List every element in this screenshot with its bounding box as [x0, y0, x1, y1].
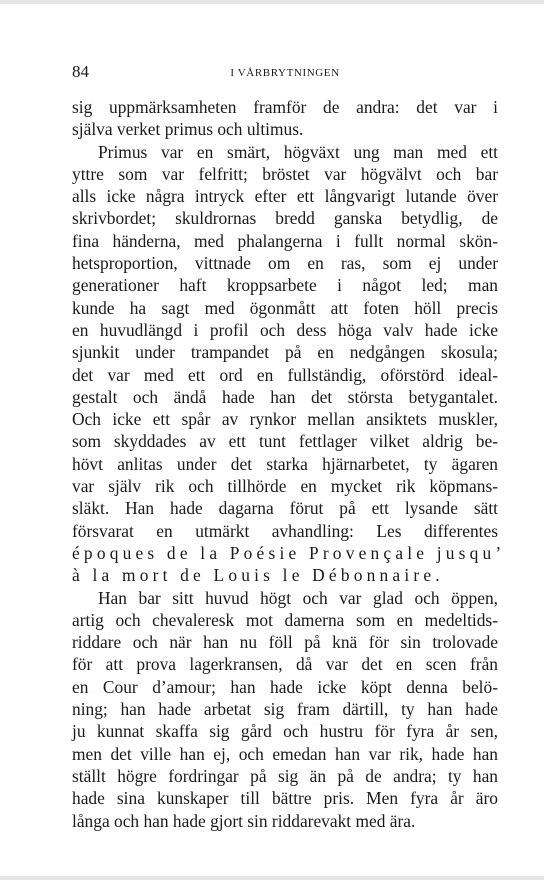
body-text — [72, 96, 506, 832]
text-line: försvarat en utmärkt avhandling: Les differentes — [72, 520, 498, 541]
page-number: 84 — [72, 62, 89, 81]
text-line: Primus var en smärt, högväxt ung man med ett — [98, 141, 498, 162]
text-line: à la mort de Louis le Débonnaire. — [72, 565, 444, 586]
text-line: ställt högre fordringar på sig än på de andra; ty han — [72, 765, 498, 786]
text-line: långa och han hade gjort sin riddarevakt med ära. — [72, 810, 416, 831]
text-line: hade sina kunskaper till bättre pris. Men fyra år äro — [72, 788, 498, 809]
text-line: kunde ha sagt med ögonmått att foten höll precis — [72, 297, 498, 318]
page-header — [72, 62, 498, 84]
page-top-edge — [0, 0, 544, 4]
text-line: alls icke några intryck efter ett långvarigt lutande över — [72, 186, 498, 207]
text-line: gestalt och ändå hade han det största betygantalet. — [72, 386, 498, 407]
text-line: en Cour d’amour; han hade icke köpt denna belö- — [72, 676, 498, 697]
text-line: sig uppmärksamheten framför de andra: det var i — [72, 97, 498, 117]
text-line: fina händerna, med phalangerna i fullt normal skön- — [72, 230, 498, 251]
text-line: för att prova lagerkransen, då var det en scen från — [72, 654, 498, 675]
text-line: en huvudlängd i profil och dess höga valv hade icke — [72, 319, 498, 340]
text-line: skrivbordet; skuldrornas bredd ganska betydlig, de — [72, 208, 498, 229]
text-line: det var med ett ord en fullständig, oförstörd ideal- — [72, 364, 498, 385]
text-line: yttre som var felfritt; bröstet var högvälvt och bar — [72, 163, 498, 184]
text-line: hetsproportion, vittnade om en ras, som ej under — [72, 253, 498, 274]
text-line: sjunkit under trampandet på en nedgången skosula; — [72, 342, 498, 363]
text-line: riddare och när han nu föll på knä för sin trolovade — [72, 632, 498, 653]
text-line: men det ville han ej, och emedan han var rik, hade han — [72, 743, 498, 764]
running-head: I VÅRBRYTNINGEN — [230, 67, 340, 79]
text-line: Och icke ett spår av rynkor mellan ansiktets muskler, — [72, 409, 498, 430]
page-bottom-edge — [0, 876, 544, 880]
text-line: ning; han hade arbetat sig fram därtill, ty han hade — [72, 699, 498, 720]
text-line: époques de la Poésie Provençale jusqu’ — [72, 542, 506, 563]
text-line: hövt anlitas under det starka hjärnarbetet, ty ägaren — [72, 453, 498, 474]
text-line: ju kunnat skaffa sig gård och hustru för fyra år sen, — [72, 721, 498, 742]
text-line: artig och chevaleresk mot damerna som en medeltids- — [72, 609, 498, 630]
text-line: själva verket primus och ultimus. — [72, 119, 304, 140]
text-line: Han bar sitt huvud högt och var glad och öppen, — [98, 587, 498, 608]
text-line: generationer haft kroppsarbete i något led; man — [72, 275, 498, 296]
text-line: var själv rik och tillhörde en mycket rik köpmans- — [72, 476, 498, 497]
text-line: som skyddades av ett tunt fettlager vilket aldrig be- — [72, 431, 498, 452]
text-line: släkt. Han hade dagarna förut på ett lysande sätt — [72, 498, 498, 519]
